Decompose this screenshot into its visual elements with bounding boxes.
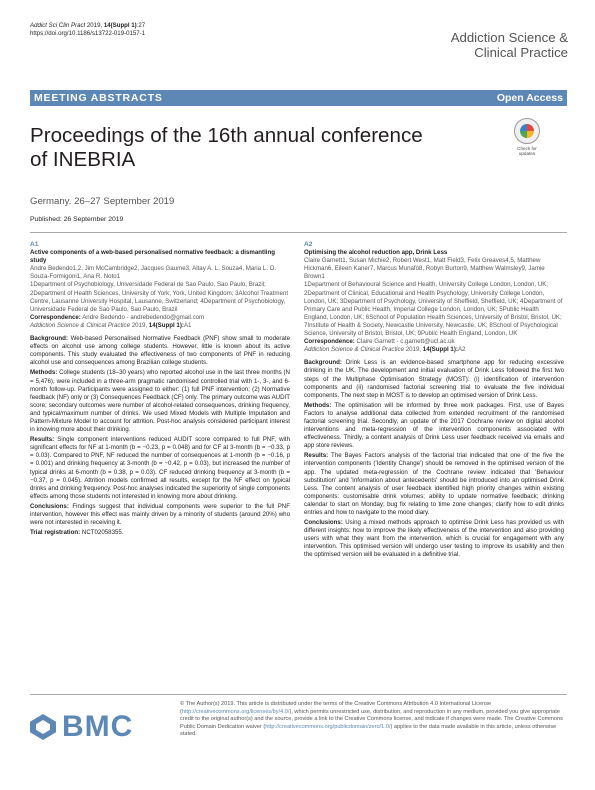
page-title-line1: Proceedings of the 16th annual conference xyxy=(30,124,423,147)
abstract-results: Results: Single component interventions reduced AUDIT score compared to full PNF, with significant effects for NF at 1-month (b = −0.23, p = 0.048) and for CF at 3-month (b = −0.33, p = 0.03). Compared to PNF, NF reduced the number of consequences at 1-month (b = −0.16, p = 0.001) and drinking frequency at 3-month (b = −0.42, p = 0.03), but increased the number of typical drinks at 6-month (b = 0.38, p = 0.03). CF reduced drinking frequency at 3-month (b = −0.37, p = 0.045). Attrition models confirmed all results, except for the NF effect on typical drinks and drinking frequency. Post-hoc analyses indicated the superiority of single components effects among those students not interested in knowing more about drinking. xyxy=(30,436,290,500)
license-link[interactable]: http://creativecommons.org/licenses/by/4.0/ xyxy=(181,708,290,715)
abstract-results: Results: The Bayes Factors analysis of the factorial trial indicated that one of the five the intervention components ('Identity Change') should be removed in the optimised version of the app. The updated meta-regression of the Cochrane review indicated that 'Behaviour substitution' and 'Information about antecedents' should be introduced into an optimised Drink Less. The content analysis of user feedback identified high priority changes within existing components: customisable drink volumes; ability to update normative feedback; drinking calendar to start on Monday; bug fix relating to time zone changes; clarify how to edit drinks entries and how to navigate to the mood diary. xyxy=(304,452,564,516)
check-for-updates-icon xyxy=(514,118,540,144)
abstract-background: Background: Web-based Personalised Normative Feedback (PNF) show small to moderate effects on alcohol use among college students. However, little is known about its active components. This study evaluated the effectiveness of two components of PNF in reducing alcohol use and consequences among Brazilian college students. xyxy=(30,335,290,367)
citation-journal: Addict Sci Clin Pract xyxy=(30,22,86,29)
abstract-trial-registration: Trial registration: NCT02058355. xyxy=(30,529,124,537)
citation-volume: 14(Suppl 1) xyxy=(103,22,137,29)
bmc-logo xyxy=(30,706,160,750)
footer-divider xyxy=(30,694,567,695)
abstract-number: A1 xyxy=(30,241,39,248)
header-divider xyxy=(30,232,567,233)
page-title xyxy=(30,124,470,172)
journal-name xyxy=(451,30,568,60)
public-domain-link[interactable]: http://creativecommons.org/publicdomain/zero/1.0/ xyxy=(265,723,391,730)
abstract-number: A2 xyxy=(304,241,313,248)
check-for-updates-label: Check for updates xyxy=(517,146,537,157)
journal-name-line1: Addiction Science & xyxy=(450,30,568,45)
abstract-methods: Methods: The optimisation will be informed by three work packages. First, use of Bayes Factors to analyse additional data collected from extended recruitment of the randomised factorial screening trial. Secondly, an update of the 2017 Cochrane review on digital alcohol interventions and meta-regression of the intervention components associated with effectiveness. Thirdly, a content analysis of Drink Less user feedback received via emails and app store reviews. xyxy=(304,401,564,450)
page-title-line2: of INEBRIA xyxy=(30,148,136,171)
abstract-authors: Claire Garnett1, Susan Michie2, Robert West1, Matt Field3, Felix Greaves4,5, Matthew Hickman6, Eileen Kaner7, Marcus Munafò8, Robyn Burton9, Matthew Walmsley9, Jamie Brown1 xyxy=(304,257,545,281)
abstract-conclusions: Conclusions: Findings suggest that individual components were superior to the full PNF intervention, however this effect was mainly driven by a minority of students (around 20%) who were not interested in receiving it. xyxy=(30,502,290,527)
abstract-methods: Methods: College students (18–30 years) who reported alcohol use in the last three months (N = 5,476), were included in a three-arm pragmatic randomised controlled trial with 1-, 3-, and 6-month follow-up. Participants were assigned to either: (1) full PNF intervention; (2) Normative feedback (NF) only or (3) Consequences Feedback (CF) only. The primary outcome was AUDIT score; secondary outcomes were number of alcohol-related consequences, drinking frequency, and typical/maximum number of drinks. We used Mixed Models with Multiple Imputation and Pattern-Mixture Model to account for attrition. Post-hoc analysis considered participant interest in knowing more about their drinking. xyxy=(30,369,290,434)
abstract-title: Active components of a web-based personalised normative feedback: a dismantling study xyxy=(30,249,276,265)
abstract-title: Optimising the alcohol reduction app, Drink Less xyxy=(304,249,448,257)
abstract-conclusions: Conclusions: Using a mixed methods approach to optimise Drink Less has provided us with different insights: how to improve the likely effectiveness of the intervention and also providing users with what they want from the intervention, which is crucial for engagement with any intervention. This optimised version will undergo user testing to improve its usability and then the optimised version will be evaluated in a definitive trial. xyxy=(304,519,564,559)
article-doi[interactable]: https://doi.org/10.1186/s13722-019-0157-1 xyxy=(30,30,146,38)
abstract-affiliations: 1Department of Psychobiology, Universidade Federal de Sao Paulo, Sao Paulo, Brazil; 2Department of Health Sciences, University of York, York, United Kingdom; 3Alcohol Treatment Centre, Lausanne University Hospital, Lausanne, Switzerland; 4Department of Psychobiology, Universidade Federal de Sao Paulo, Sao Paulo, Brazil xyxy=(30,281,289,313)
abstract-affiliations: 1Department of Behavioural Science and Health, University College London, London, UK; 2Department of Clinical, Educational and Health Psychology, University College London, London, UK; 3Department of Psychology, University of Sheffield, Sheffield, UK; 4Department of Primary Care and Public Health, Imperial College London, London, UK; 5Public Health England, London, UK; 6School of Population Health Sciences, University of Bristol, Bristol, UK; 7Institute of Health & Society, Newcastle University, Newcastle, UK; 8School of Psychological Science, University of Bristol, Bristol, UK; 9Public Health England, London, UK xyxy=(304,281,563,338)
abstract-correspondence: Correspondence: Andre Bedendo - andrebedendo@gmail.com xyxy=(30,313,205,321)
citation-year: 2019, xyxy=(85,22,104,29)
abstract-a1 xyxy=(30,241,290,537)
abstract-a2 xyxy=(304,241,564,560)
abstract-correspondence: Correspondence: Claire Garnett - c.garnett@ucl.ac.uk xyxy=(304,338,455,346)
license-text: © The Author(s) 2019. This article is distributed under the terms of the Creative Commons Attribution 4.0 International License (http://creativecommons.org/licenses/by/4.0/), which permits unrestricted use, distribution, and reproduction in any medium, provided you give appropriate credit to the original author(s) and the source, provide a link to the Creative Commons license, and indicate if changes were made. The Creative Commons Public Domain Dedication waiver (http://creativecommons.org/publicdomain/zero/1.0/) applies to the data made available in this article, unless otherwise stated. xyxy=(180,701,563,738)
abstract-authors: Andre Bedendo1,2, Jim McCambridge2, Jacques Gaume3, Altay A. L. Souza4, Maria L. O. Souza-Formigoni1, Ana R. Noto1 xyxy=(30,265,277,281)
published-date: Published: 26 September 2019 xyxy=(30,216,124,223)
check-for-updates-button[interactable] xyxy=(509,118,545,156)
citation-page: :27 xyxy=(136,22,146,29)
article-citation xyxy=(30,22,145,38)
open-access-badge[interactable]: Open Access xyxy=(496,92,563,104)
banner-label: MEETING ABSTRACTS xyxy=(34,92,163,104)
abstract-background: Background: Drink Less is an evidence-based smartphone app for reducing excessive drinking in the UK. The development and initial evaluation of Drink Less followed the first two steps of the Multiphase Optimisation Strategy (MOST): (i) identification of intervention components and (ii) randomised factorial screening trial to evaluate the five individual components. The next step in MOST is to develop an optimised version of Drink Less. xyxy=(304,359,564,399)
section-banner xyxy=(30,90,567,106)
meeting-location-date: Germany. 26–27 September 2019 xyxy=(30,196,175,207)
bmc-logo-text: BMC xyxy=(62,710,134,743)
abstract-citation: Addiction Science & Clinical Practice 2019, 14(Suppl 1):A1 xyxy=(30,321,192,329)
abstract-citation: Addiction Science & Clinical Practice 2019, 14(Suppl 1):A2 xyxy=(304,346,466,354)
journal-name-line2: Clinical Practice xyxy=(474,45,568,60)
